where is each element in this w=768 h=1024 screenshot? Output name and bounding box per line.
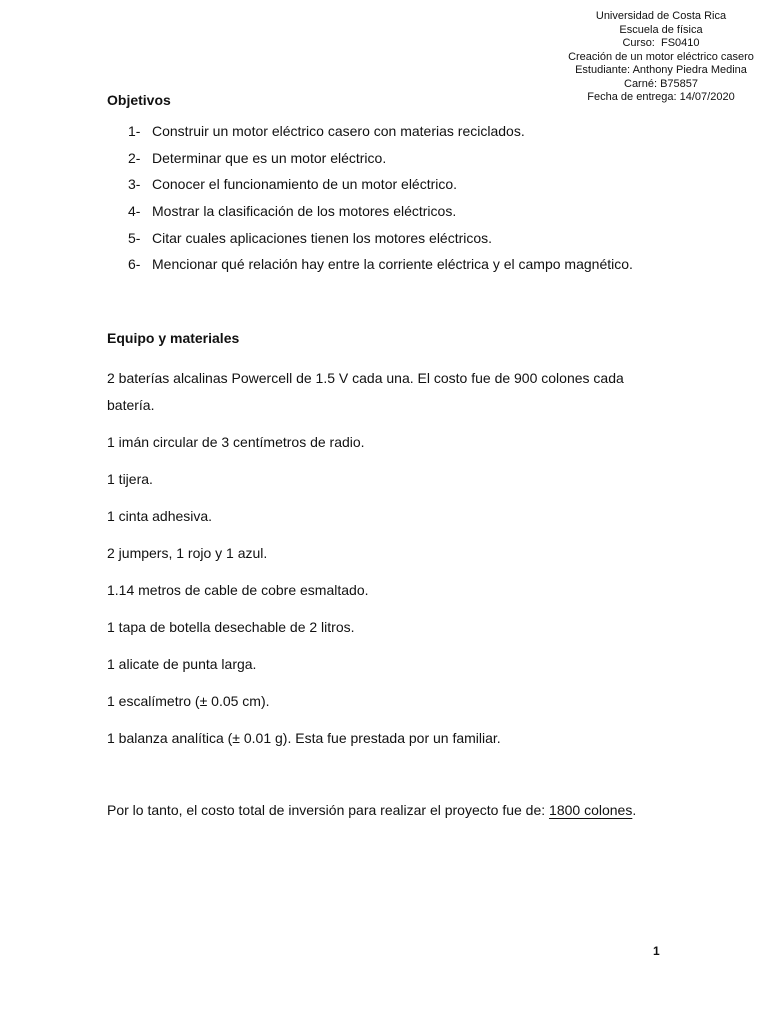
objective-number: 3- bbox=[128, 176, 141, 193]
header-course: Curso: FS0410 bbox=[622, 37, 700, 49]
conclusion-text: Por lo tanto, el costo total de inversión para realizar el proyecto fue de: bbox=[107, 802, 550, 818]
objective-number: 5- bbox=[128, 229, 141, 246]
objective-number: 4- bbox=[128, 203, 141, 220]
header-block bbox=[545, 10, 768, 105]
objective-item bbox=[128, 148, 633, 175]
header-id: Carné: B75857 bbox=[624, 77, 698, 90]
objective-item bbox=[128, 174, 633, 201]
materials-title: Equipo y materiales bbox=[107, 330, 240, 346]
objective-text: Conocer el funcionamiento de un motor eléctrico. bbox=[152, 176, 458, 193]
conclusion-paragraph bbox=[107, 800, 636, 820]
conclusion-end: . bbox=[632, 802, 637, 818]
objective-number: 6- bbox=[128, 256, 141, 273]
material-item: 2 baterías alcalinas Powercell de 1.5 V cada una. El costo fue de 900 colones cada batería. bbox=[107, 370, 624, 413]
header-project: Creación de un motor eléctrico casero bbox=[568, 50, 754, 63]
objective-text: Construir un motor eléctrico casero con materias reciclados. bbox=[152, 123, 525, 139]
material-item: 2 jumpers, 1 rojo y 1 azul. bbox=[107, 545, 268, 561]
objective-text: Mencionar qué relación hay entre la corriente eléctrica y el campo magnético. bbox=[152, 256, 633, 273]
objective-number: 1- bbox=[128, 123, 141, 139]
material-item: 1 tijera. bbox=[107, 471, 153, 487]
objective-number: 2- bbox=[128, 149, 141, 166]
objectives-title: Objetivos bbox=[107, 92, 171, 108]
page-number: 1 bbox=[653, 944, 660, 958]
objective-text: Mostrar la clasificación de los motores eléctricos. bbox=[152, 203, 457, 220]
objectives-list bbox=[128, 121, 633, 281]
material-item: 1 alicate de punta larga. bbox=[107, 656, 257, 672]
objective-text: Determinar que es un motor eléctrico. bbox=[152, 149, 387, 166]
header-due-date: Fecha de entrega: 14/07/2020 bbox=[587, 91, 735, 103]
header-student: Estudiante: Anthony Piedra Medina bbox=[575, 64, 747, 76]
material-item: 1 escalímetro (± 0.05 cm). bbox=[107, 693, 270, 709]
materials-list bbox=[107, 365, 667, 762]
objective-item bbox=[128, 201, 633, 228]
objective-item bbox=[128, 254, 633, 281]
material-item: 1 balanza analítica (± 0.01 g). Esta fue prestada por un familiar. bbox=[107, 730, 501, 746]
objective-item bbox=[128, 228, 633, 255]
material-item: 1 imán circular de 3 centímetros de radio. bbox=[107, 434, 365, 450]
header-school: Escuela de física bbox=[619, 23, 703, 36]
objective-text: Citar cuales aplicaciones tienen los motores eléctricos. bbox=[152, 229, 493, 246]
total-cost: 1800 colones bbox=[549, 802, 633, 818]
objective-item bbox=[128, 121, 633, 148]
header-university: Universidad de Costa Rica bbox=[595, 10, 727, 22]
material-item: 1.14 metros de cable de cobre esmaltado. bbox=[107, 582, 369, 598]
material-item: 1 cinta adhesiva. bbox=[107, 508, 213, 524]
material-item: 1 tapa de botella desechable de 2 litros. bbox=[107, 619, 355, 635]
